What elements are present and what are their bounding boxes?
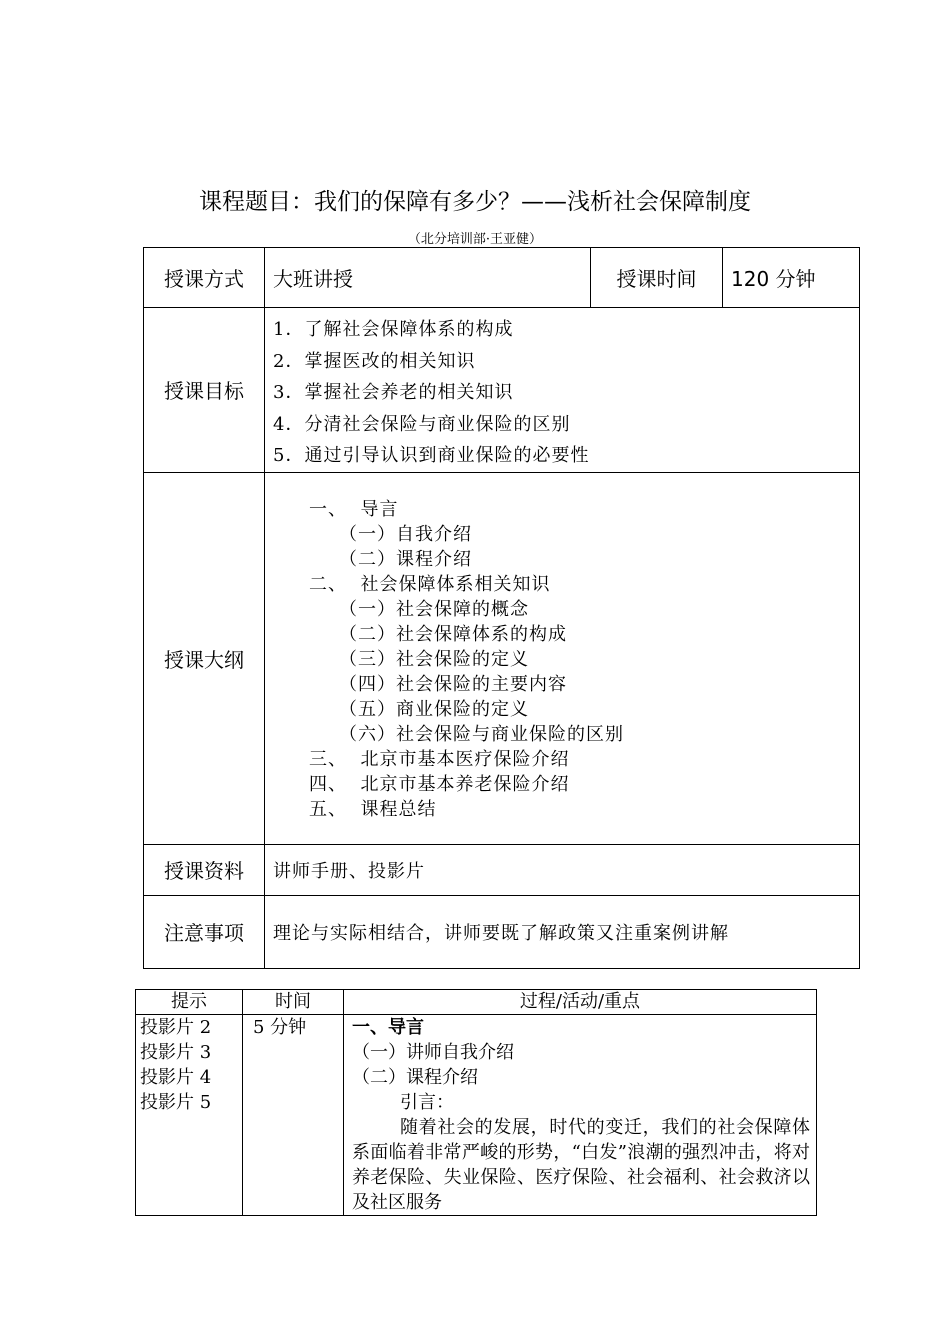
goal-item: 1．了解社会保障体系的构成 [273,319,514,340]
hint-item: 投影片 2 [140,1017,212,1038]
outline-item: （五）商业保险的定义 [339,698,529,720]
course-title: 课程题目：我们的保障有多少？——浅析社会保障制度 [199,189,751,215]
outline-label: 授课大纲 [144,472,265,844]
goal-item: 3．掌握社会养老的相关知识 [273,382,514,403]
outline-item: （二）课程介绍 [339,548,472,570]
hint-item: 投影片 3 [140,1042,212,1063]
process-cell [344,1015,817,1216]
process-table [135,989,817,1216]
intro-paragraph: 随着社会的发展，时代的变迁，我们的社会保障体系面临着非常严峻的形势，“白发”浪潮的强烈冲击，将对养老保险、失业保险、医疗保险、社会福利、社会救济以及社区服务 [352,1117,810,1213]
outline-item: 四、 北京市基本养老保险介绍 [309,773,570,795]
method-value: 大班讲授 [265,248,591,308]
goals-list [265,308,860,473]
notes-value: 理论与实际相结合，讲师要既了解政策又注重案例讲解 [265,895,860,968]
sub-item: （二）课程介绍 [352,1067,478,1088]
notes-label: 注意事项 [144,895,265,968]
header-time: 时间 [243,990,344,1015]
outline-item: 五、 课程总结 [309,798,437,820]
materials-value: 讲师手册、投影片 [265,844,860,895]
goal-item: 4．分清社会保险与商业保险的区别 [273,413,571,435]
time-cell [243,1015,344,1216]
hint-cell [136,1015,243,1216]
course-info-table [143,247,860,969]
goals-label: 授课目标 [144,308,265,473]
header-hint: 提示 [136,990,243,1015]
goal-item: 5．通过引导认识到商业保险的必要性 [273,445,590,466]
method-label: 授课方式 [144,248,265,308]
outline-item: （四）社会保险的主要内容 [339,673,567,695]
outline-item: （一）自我介绍 [339,523,472,545]
outline-item: （三）社会保险的定义 [339,648,529,670]
outline-item: 二、 社会保障体系相关知识 [309,573,551,595]
intro-label: 引言： [400,1092,454,1113]
outline-item: （六）社会保险与商业保险的区别 [339,723,624,745]
sub-item: （一）讲师自我介绍 [352,1042,514,1063]
header-process: 过程/活动/重点 [344,990,817,1015]
hint-item: 投影片 4 [140,1067,212,1088]
section-title: 一、导言 [352,1017,424,1038]
materials-label: 授课资料 [144,844,265,895]
outline-item: 一、 导言 [309,498,399,520]
time-label: 授课时间 [591,248,723,308]
outline-item: （一）社会保障的概念 [339,598,529,620]
course-author: （北分培训部·王亚健） [407,232,543,247]
outline-list [265,472,860,844]
goal-item: 2．掌握医改的相关知识 [273,350,476,372]
time-value: 120 分钟 [723,248,860,308]
outline-item: （二）社会保障体系的构成 [339,623,567,645]
outline-item: 三、 北京市基本医疗保险介绍 [309,748,570,770]
hint-item: 投影片 5 [140,1092,212,1113]
duration: 5 分钟 [253,1017,307,1038]
